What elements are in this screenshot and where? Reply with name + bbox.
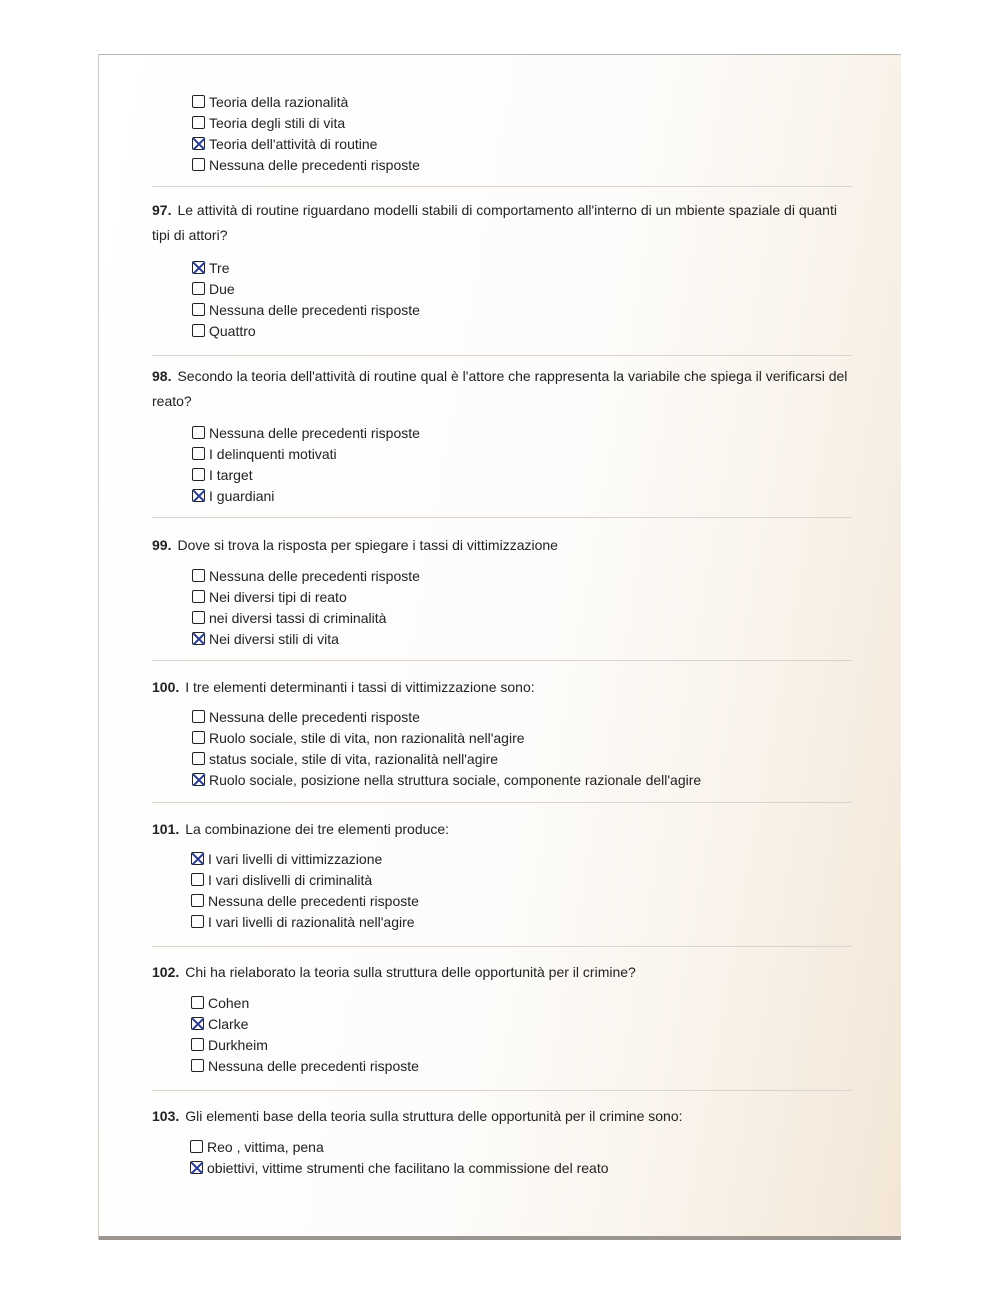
checkbox[interactable] [192,731,205,744]
question-body: Le attività di routine riguardano modelli stabili di comportamento all'interno di un mbiente spaziale di quanti tipi di attori? [152,202,837,243]
checkbox[interactable] [190,1140,203,1153]
checkbox[interactable] [192,752,205,765]
answer-option[interactable] [192,727,701,748]
question-body: Chi ha rielaborato la teoria sulla struttura delle opportunità per il crimine? [185,964,636,980]
option-label: obiettivi, vittime strumenti che facilitano la commissione del reato [207,1159,609,1176]
option-label: Teoria della razionalità [209,93,349,110]
option-label: I vari dislivelli di criminalità [208,871,373,888]
checked-checkbox[interactable] [192,632,205,645]
separator [152,1090,852,1091]
question-number: 102. [152,964,180,980]
question-text [152,817,852,842]
question-body: La combinazione dei tre elementi produce: [185,821,450,837]
checkbox[interactable] [192,95,205,108]
checkbox[interactable] [192,569,205,582]
checked-checkbox[interactable] [190,1161,203,1174]
question-text [152,364,852,414]
checkbox[interactable] [192,282,205,295]
separator [152,802,852,803]
question-number: 100. [152,679,180,695]
separator [152,660,852,661]
option-label: Ruolo sociale, stile di vita, non razionalità nell'agire [209,729,525,746]
separator [152,186,852,187]
checkbox[interactable] [191,915,204,928]
answer-option[interactable] [192,464,420,485]
question-number: 103. [152,1108,180,1124]
checked-checkbox[interactable] [192,261,205,274]
answer-option[interactable] [191,1034,419,1055]
answer-option[interactable] [191,848,419,869]
question-body: Secondo la teoria dell'attività di routine qual è l'attore che rappresenta la variabile che spiega il verificarsi del reato? [152,368,848,409]
option-label: Ruolo sociale, posizione nella struttura sociale, componente razionale dell'agire [209,771,702,788]
answer-option[interactable] [190,1136,609,1157]
answer-option[interactable] [191,1055,419,1076]
option-label: Nei diversi tipi di reato [209,588,347,605]
answer-option[interactable] [192,607,420,628]
answer-option[interactable] [192,443,420,464]
question-text [152,960,852,985]
question-body: Dove si trova la risposta per spiegare i tassi di vittimizzazione [177,537,558,553]
option-label: Durkheim [208,1036,268,1053]
answer-option[interactable] [192,565,420,586]
option-label: Teoria dell'attività di routine [209,135,378,152]
checked-checkbox[interactable] [192,773,205,786]
question-text [152,1104,852,1129]
answer-option[interactable] [191,890,419,911]
question-number: 98. [152,368,172,384]
option-label: Nei diversi stili di vita [209,630,339,647]
question-options [191,848,419,932]
checkbox[interactable] [192,158,205,171]
checked-checkbox[interactable] [191,852,204,865]
answer-option[interactable] [192,257,420,278]
question-options [190,1136,609,1178]
question-options [192,706,701,790]
question-number: 99. [152,537,172,553]
answer-option[interactable] [192,278,420,299]
checkbox[interactable] [191,1059,204,1072]
answer-option[interactable] [191,1013,419,1034]
option-label: Nessuna delle precedenti risposte [209,567,420,584]
checkbox[interactable] [192,447,205,460]
answer-option[interactable] [192,91,420,112]
option-label: I delinquenti motivati [209,445,337,462]
separator [152,946,852,947]
answer-option[interactable] [192,154,420,175]
question-number: 101. [152,821,180,837]
checkbox[interactable] [192,611,205,624]
answer-option[interactable] [192,769,701,790]
option-label: status sociale, stile di vita, razionalità nell'agire [209,750,499,767]
option-label: Nessuna delle precedenti risposte [209,156,420,173]
checked-checkbox[interactable] [192,137,205,150]
checkbox[interactable] [192,710,205,723]
question-text [152,675,852,700]
option-label: I target [209,466,253,483]
option-label: I vari livelli di razionalità nell'agire [208,913,415,930]
checkbox[interactable] [192,324,205,337]
answer-option[interactable] [192,133,420,154]
option-label: Nessuna delle precedenti risposte [208,1057,419,1074]
checked-checkbox[interactable] [192,489,205,502]
option-label: Nessuna delle precedenti risposte [208,892,419,909]
question-body: Gli elementi base della teoria sulla struttura delle opportunità per il crimine sono: [185,1108,683,1124]
checkbox[interactable] [191,873,204,886]
answer-option[interactable] [192,422,420,443]
separator [152,355,852,356]
answer-option[interactable] [192,628,420,649]
checked-checkbox[interactable] [191,1017,204,1030]
answer-option[interactable] [192,320,420,341]
checkbox[interactable] [192,590,205,603]
option-label: I vari livelli di vittimizzazione [208,850,383,867]
checkbox[interactable] [191,894,204,907]
option-label: Clarke [208,1015,249,1032]
checkbox[interactable] [192,468,205,481]
answer-option[interactable] [192,299,420,320]
answer-option[interactable] [192,706,701,727]
answer-option[interactable] [192,485,420,506]
question-text [152,533,852,558]
option-label: I guardiani [209,487,275,504]
question-body: I tre elementi determinanti i tassi di vittimizzazione sono: [185,679,535,695]
option-label: Tre [209,259,230,276]
option-label: nei diversi tassi di criminalità [209,609,387,626]
separator [152,517,852,518]
option-label: Due [209,280,235,297]
answer-option[interactable] [191,992,419,1013]
answer-option[interactable] [192,586,420,607]
checkbox[interactable] [192,303,205,316]
question-options [192,422,420,506]
prev-question-options [192,91,420,175]
answer-option[interactable] [191,869,419,890]
option-label: Nessuna delle precedenti risposte [209,424,420,441]
answer-option[interactable] [190,1157,609,1178]
answer-option[interactable] [191,911,419,932]
checkbox[interactable] [192,426,205,439]
question-options [192,257,420,341]
checkbox[interactable] [191,1038,204,1051]
answer-option[interactable] [192,112,420,133]
question-options [191,992,419,1076]
question-options [192,565,420,649]
question-text [152,198,852,248]
option-label: Nessuna delle precedenti risposte [209,301,420,318]
question-number: 97. [152,202,172,218]
checkbox[interactable] [191,996,204,1009]
option-label: Teoria degli stili di vita [209,114,346,131]
answer-option[interactable] [192,748,701,769]
checkbox[interactable] [192,116,205,129]
option-label: Reo , vittima, pena [207,1138,324,1155]
option-label: Nessuna delle precedenti risposte [209,708,420,725]
option-label: Cohen [208,994,250,1011]
option-label: Quattro [209,322,256,339]
